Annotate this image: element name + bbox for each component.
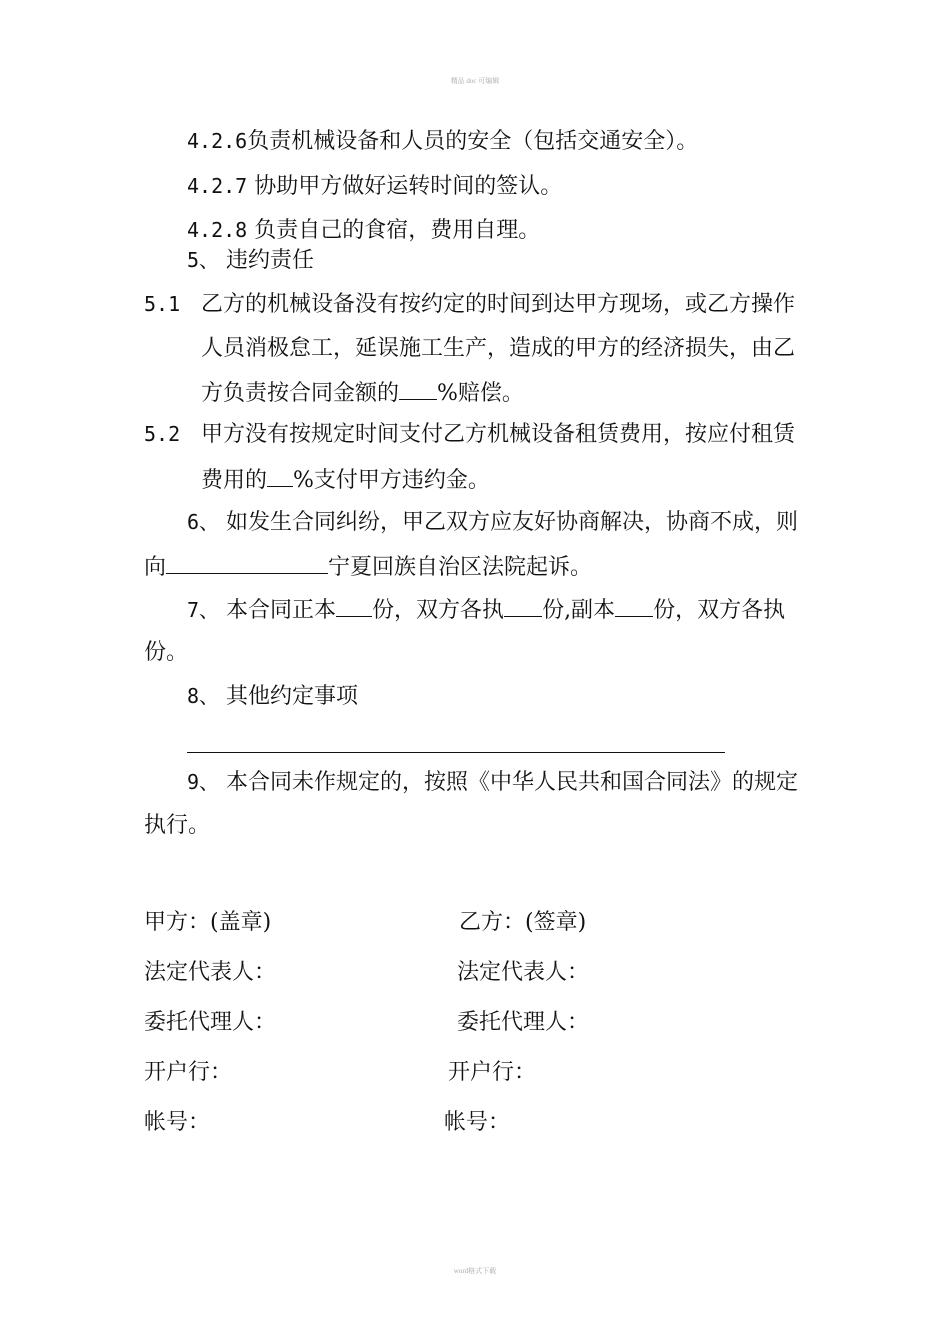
party-a-legal-rep: 法定代表人： [144, 960, 277, 985]
clause-text: 费用的 [201, 468, 268, 493]
fill-blank [615, 594, 653, 617]
party-b-agent: 委托代理人： [457, 1010, 590, 1035]
fill-blank [336, 594, 372, 617]
clause-text: 负责自己的食宿，费用自理。 [247, 218, 541, 243]
clause-6-line2 [144, 551, 592, 583]
clause-text: 甲方没有按规定时间支付乙方机械设备租赁费用，按应付租赁 [201, 422, 796, 447]
party-a-title: 甲方：(盖章) [144, 910, 272, 935]
clause-text: 负责机械设备和人员的安全（包括交通安全）。 [247, 129, 699, 154]
party-a-account: 帐号： [144, 1110, 211, 1135]
clause-text: 乙方的机械设备没有按约定的时间到达甲方现场，或乙方操作 [201, 292, 796, 317]
clause-5-2-line2 [201, 464, 490, 496]
party-b-account: 帐号： [444, 1110, 511, 1135]
fill-blank [166, 551, 328, 574]
clause-5-1-line1 [144, 289, 795, 320]
page-footer: word格式下载 [453, 1267, 497, 1275]
clause-5-2-line1 [144, 419, 795, 450]
party-a-agent: 委托代理人： [144, 1010, 277, 1035]
fill-line [187, 752, 725, 753]
fill-blank [504, 594, 542, 617]
clause-4-2-6 [187, 126, 698, 157]
clause-text: 份，双方各执 [372, 598, 505, 623]
clause-text: 协助甲方做好运转时间的签认。 [247, 174, 563, 199]
clause-text: 向 [144, 555, 167, 580]
section-title: 违约责任 [219, 248, 315, 273]
clause-text: 其他约定事项 [219, 684, 359, 709]
clause-number: 4.2.6 [187, 129, 248, 153]
party-b-title: 乙方：(签章) [459, 910, 587, 935]
clause-5-1-line3 [201, 377, 524, 409]
party-a-bank: 开户行： [144, 1060, 233, 1085]
clause-text: 宁夏回族自治区法院起诉。 [328, 555, 593, 580]
clause-number: 4.2.8 [187, 218, 248, 242]
clause-number: 5.2 [144, 422, 181, 446]
clause-number: 5.1 [144, 292, 181, 316]
clause-7-line1 [187, 594, 785, 626]
clause-number: 7、 [187, 598, 220, 622]
fill-blank [399, 377, 437, 400]
clause-text: 本合同正本 [219, 598, 337, 623]
clause-4-2-8 [187, 215, 540, 246]
section-5-heading [187, 245, 314, 276]
clause-9-line1 [187, 767, 798, 798]
clause-text: 份，双方各执 [653, 598, 786, 623]
clause-number: 8、 [187, 684, 220, 708]
clause-number: 4.2.7 [187, 174, 248, 198]
party-b-legal-rep: 法定代表人： [457, 960, 590, 985]
clause-text: %支付甲方违约金。 [293, 468, 490, 493]
clause-number: 9、 [187, 770, 220, 794]
section-number: 5、 [187, 248, 220, 272]
page-header: 精品 doc 可编辑 [450, 77, 500, 85]
clause-4-2-7 [187, 171, 562, 202]
clause-8 [187, 681, 358, 712]
clause-5-1-line2: 人员消极怠工，延误施工生产，造成的甲方的经济损失，由乙 [201, 336, 796, 361]
clause-6-line1 [187, 507, 798, 538]
clause-text: 方负责按合同金额的 [201, 381, 400, 406]
party-b-bank: 开户行： [448, 1060, 537, 1085]
clause-9-line2: 执行。 [144, 813, 211, 838]
fill-blank [267, 464, 293, 487]
clause-text: 如发生合同纠纷，甲乙双方应友好协商解决，协商不成，则 [219, 510, 799, 535]
clause-text: 本合同未作规定的，按照《中华人民共和国合同法》的规定 [219, 770, 799, 795]
clause-7-line2: 份。 [144, 640, 189, 665]
clause-text: %赔偿。 [437, 381, 524, 406]
clause-text: 份,副本 [542, 598, 616, 623]
clause-number: 6、 [187, 510, 220, 534]
